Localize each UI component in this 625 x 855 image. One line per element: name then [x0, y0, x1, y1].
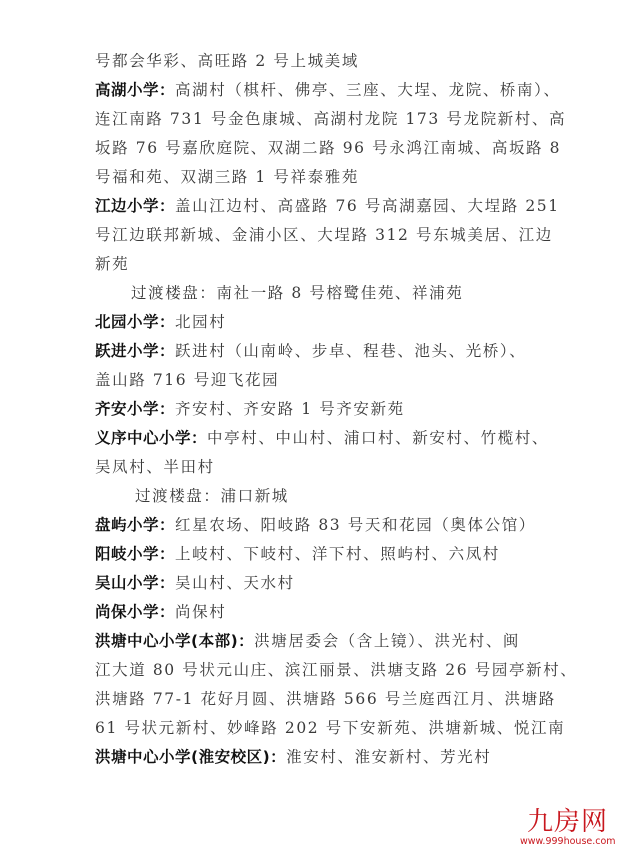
school-name: 盘屿小学：	[95, 516, 176, 534]
school-entry-yuejin: 跃进小学：跃进村（山南岭、步卓、程巷、池头、光桥）、	[95, 342, 527, 360]
school-entry-shangbao: 尚保小学：尚保村	[95, 603, 227, 621]
text-line: 新苑	[95, 255, 130, 273]
transition-housing: 过渡楼盘：南社一路 8 号榕鹭佳苑、祥浦苑	[131, 284, 464, 302]
school-entry-hongtang-huaian: 洪塘中心小学(淮安校区)：淮安村、淮安新村、芳光村	[95, 748, 492, 766]
school-name: 北园小学：	[95, 313, 176, 331]
school-entry-yangqi: 阳岐小学：上岐村、下岐村、洋下村、照屿村、六凤村	[95, 545, 500, 563]
school-name: 吴山小学：	[95, 574, 176, 592]
school-name: 齐安小学：	[95, 400, 176, 418]
school-name: 江边小学：	[95, 197, 176, 215]
school-entry-beiyuan: 北园小学：北园村	[95, 313, 227, 331]
text-line: 61 号状元新村、妙峰路 202 号下安新苑、洪塘新城、悦江南	[95, 719, 566, 737]
text-line: 号福和苑、双湖三路 1 号祥泰雅苑	[95, 168, 359, 186]
school-entry-gaohu: 高湖小学：高湖村（棋杆、佛亭、三座、大埕、龙院、桥南）、	[95, 81, 561, 99]
school-entry-qian: 齐安小学：齐安村、齐安路 1 号齐安新苑	[95, 400, 405, 418]
logo-mark: 九房网	[526, 807, 608, 837]
school-name: 义序中心小学：	[95, 429, 208, 447]
school-entry-wushan: 吴山小学：吴山村、天水村	[95, 574, 295, 592]
school-entry-yixu: 义序中心小学：中亭村、中山村、浦口村、新安村、竹榄村、	[95, 429, 550, 447]
text-line: 号都会华彩、高旺路 2 号上城美域	[95, 52, 359, 70]
text-line: 连江南路 731 号金色康城、高湖村龙院 173 号龙院新村、高	[95, 110, 567, 128]
text-line: 号江边联邦新城、金浦小区、大埕路 312 号东城美居、江边	[95, 226, 553, 244]
logo-url: www.999house.com	[520, 836, 616, 847]
school-name: 洪塘中心小学(本部)：	[95, 632, 255, 650]
school-name: 洪塘中心小学(淮安校区)：	[95, 748, 287, 766]
school-name: 跃进小学：	[95, 342, 176, 360]
school-entry-hongtang-main: 洪塘中心小学(本部)：洪塘居委会（含上镜）、洪光村、闽	[95, 632, 521, 650]
school-entry-jiangbian: 江边小学：盖山江边村、高盛路 76 号高湖嘉园、大埕路 251	[95, 197, 560, 215]
transition-housing: 过渡楼盘：浦口新城	[135, 487, 289, 505]
school-name: 阳岐小学：	[95, 545, 176, 563]
text-line: 吴凤村、半田村	[95, 458, 215, 476]
school-name: 尚保小学：	[95, 603, 176, 621]
text-line: 江大道 80 号状元山庄、滨江丽景、洪塘支路 26 号园亭新村、	[95, 661, 578, 679]
text-line: 坂路 76 号嘉欣庭院、双湖二路 96 号永鸿江南城、高坂路 8	[95, 139, 562, 157]
document-body	[95, 47, 578, 772]
school-entry-panyu: 盘屿小学：红星农场、阳岐路 83 号天和花园（奥体公馆）	[95, 516, 536, 534]
watermark-logo	[520, 808, 615, 848]
school-name: 高湖小学：	[95, 81, 176, 99]
text-line: 洪塘路 77-1 花好月圆、洪塘路 566 号兰庭西江月、洪塘路	[95, 690, 556, 708]
text-line: 盖山路 716 号迎飞花园	[95, 371, 280, 389]
